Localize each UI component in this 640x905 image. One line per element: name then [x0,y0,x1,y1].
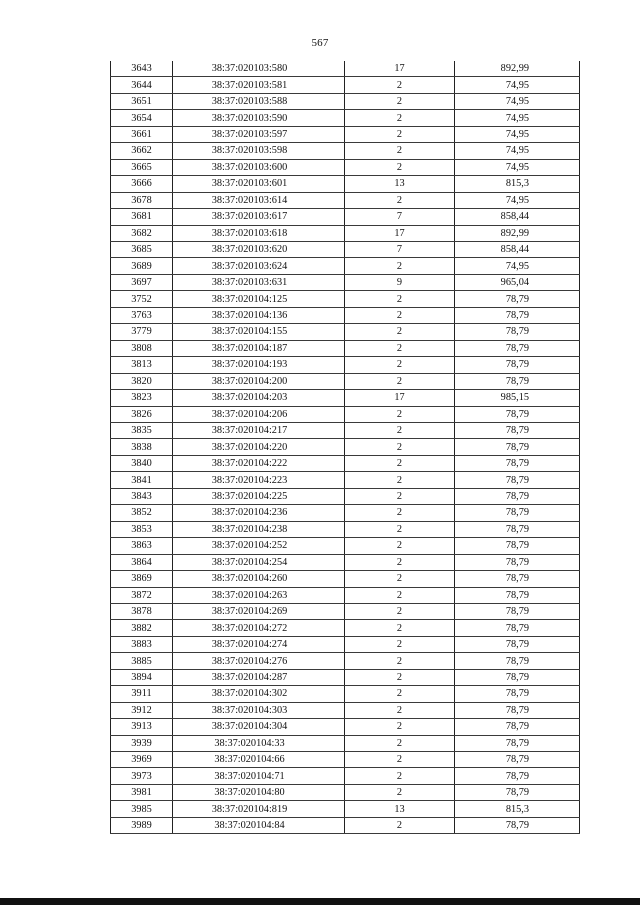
value-cell: 74,95 [455,159,580,175]
cadastral-number-cell: 38:37:020104:33 [173,735,345,751]
count-cell: 2 [345,406,455,422]
table-row [111,702,580,718]
cadastral-number-cell: 38:37:020104:274 [173,636,345,652]
table-row [111,373,580,389]
table-row [111,686,580,702]
table-row [111,77,580,93]
count-cell: 2 [345,373,455,389]
cadastral-number-cell: 38:37:020104:193 [173,357,345,373]
row-number-cell: 3843 [111,488,173,504]
row-number-cell: 3779 [111,324,173,340]
cadastral-number-cell: 38:37:020104:220 [173,439,345,455]
table-row [111,357,580,373]
row-number-cell: 3685 [111,241,173,257]
count-cell: 17 [345,225,455,241]
table-body [111,61,580,834]
table-row [111,620,580,636]
table-row [111,390,580,406]
table-row [111,636,580,652]
row-number-cell: 3883 [111,636,173,652]
count-cell: 2 [345,324,455,340]
row-number-cell: 3863 [111,538,173,554]
table-row [111,225,580,241]
table-row [111,554,580,570]
value-cell: 78,79 [455,439,580,455]
count-cell: 2 [345,340,455,356]
count-cell: 2 [345,126,455,142]
cadastral-number-cell: 38:37:020104:217 [173,422,345,438]
row-number-cell: 3681 [111,209,173,225]
value-cell: 78,79 [455,422,580,438]
row-number-cell: 3911 [111,686,173,702]
value-cell: 78,79 [455,554,580,570]
value-cell: 78,79 [455,735,580,751]
cadastral-number-cell: 38:37:020103:581 [173,77,345,93]
row-number-cell: 3666 [111,176,173,192]
cadastral-number-cell: 38:37:020103:614 [173,192,345,208]
row-number-cell: 3853 [111,521,173,537]
table-row [111,274,580,290]
count-cell: 2 [345,538,455,554]
cadastral-number-cell: 38:37:020104:272 [173,620,345,636]
value-cell: 74,95 [455,143,580,159]
row-number-cell: 3989 [111,817,173,833]
count-cell: 2 [345,603,455,619]
count-cell: 2 [345,571,455,587]
count-cell: 2 [345,192,455,208]
value-cell: 78,79 [455,324,580,340]
row-number-cell: 3913 [111,719,173,735]
cadastral-number-cell: 38:37:020104:71 [173,768,345,784]
count-cell: 2 [345,93,455,109]
count-cell: 2 [345,143,455,159]
cadastral-number-cell: 38:37:020103:590 [173,110,345,126]
value-cell: 78,79 [455,752,580,768]
table-row [111,241,580,257]
table-row [111,110,580,126]
value-cell: 985,15 [455,390,580,406]
row-number-cell: 3644 [111,77,173,93]
count-cell: 2 [345,159,455,175]
cadastral-number-cell: 38:37:020103:588 [173,93,345,109]
cadastral-number-cell: 38:37:020104:269 [173,603,345,619]
value-cell: 74,95 [455,93,580,109]
row-number-cell: 3969 [111,752,173,768]
row-number-cell: 3981 [111,784,173,800]
cadastral-number-cell: 38:37:020104:80 [173,784,345,800]
count-cell: 2 [345,768,455,784]
table-row [111,817,580,833]
value-cell: 78,79 [455,603,580,619]
count-cell: 2 [345,669,455,685]
count-cell: 2 [345,291,455,307]
count-cell: 13 [345,801,455,817]
count-cell: 2 [345,258,455,274]
cadastral-number-cell: 38:37:020103:600 [173,159,345,175]
count-cell: 2 [345,488,455,504]
row-number-cell: 3878 [111,603,173,619]
value-cell: 815,3 [455,176,580,192]
table-row [111,455,580,471]
value-cell: 78,79 [455,472,580,488]
row-number-cell: 3852 [111,505,173,521]
value-cell: 78,79 [455,571,580,587]
page-number: 567 [311,37,329,49]
value-cell: 78,79 [455,587,580,603]
value-cell: 858,44 [455,241,580,257]
row-number-cell: 3885 [111,653,173,669]
table-row [111,61,580,77]
row-number-cell: 3813 [111,357,173,373]
row-number-cell: 3643 [111,61,173,77]
row-number-cell: 3678 [111,192,173,208]
value-cell: 78,79 [455,620,580,636]
cadastral-number-cell: 38:37:020103:598 [173,143,345,159]
cadastral-number-cell: 38:37:020104:252 [173,538,345,554]
value-cell: 78,79 [455,702,580,718]
count-cell: 7 [345,209,455,225]
count-cell: 2 [345,587,455,603]
row-number-cell: 3973 [111,768,173,784]
cadastral-number-cell: 38:37:020104:200 [173,373,345,389]
count-cell: 2 [345,620,455,636]
count-cell: 2 [345,439,455,455]
cadastral-number-cell: 38:37:020104:304 [173,719,345,735]
count-cell: 2 [345,455,455,471]
table-row [111,340,580,356]
count-cell: 2 [345,735,455,751]
row-number-cell: 3654 [111,110,173,126]
row-number-cell: 3661 [111,126,173,142]
value-cell: 78,79 [455,521,580,537]
cadastral-number-cell: 38:37:020104:276 [173,653,345,669]
value-cell: 78,79 [455,488,580,504]
cadastral-number-cell: 38:37:020104:260 [173,571,345,587]
count-cell: 2 [345,686,455,702]
value-cell: 78,79 [455,669,580,685]
cadastral-table-container [110,61,579,834]
value-cell: 74,95 [455,110,580,126]
table-row [111,472,580,488]
value-cell: 78,79 [455,357,580,373]
row-number-cell: 3662 [111,143,173,159]
row-number-cell: 3665 [111,159,173,175]
count-cell: 2 [345,554,455,570]
cadastral-number-cell: 38:37:020104:222 [173,455,345,471]
row-number-cell: 3808 [111,340,173,356]
cadastral-number-cell: 38:37:020104:254 [173,554,345,570]
count-cell: 2 [345,784,455,800]
value-cell: 78,79 [455,768,580,784]
cadastral-number-cell: 38:37:020104:819 [173,801,345,817]
count-cell: 2 [345,77,455,93]
table-row [111,768,580,784]
table-row [111,784,580,800]
value-cell: 965,04 [455,274,580,290]
value-cell: 892,99 [455,61,580,77]
cadastral-number-cell: 38:37:020103:597 [173,126,345,142]
row-number-cell: 3682 [111,225,173,241]
row-number-cell: 3894 [111,669,173,685]
table-row [111,176,580,192]
cadastral-number-cell: 38:37:020104:203 [173,390,345,406]
row-number-cell: 3841 [111,472,173,488]
count-cell: 7 [345,241,455,257]
table-row [111,192,580,208]
cadastral-number-cell: 38:37:020103:580 [173,61,345,77]
cadastral-number-cell: 38:37:020103:601 [173,176,345,192]
cadastral-number-cell: 38:37:020104:155 [173,324,345,340]
count-cell: 2 [345,505,455,521]
value-cell: 892,99 [455,225,580,241]
count-cell: 2 [345,110,455,126]
value-cell: 78,79 [455,340,580,356]
value-cell: 78,79 [455,653,580,669]
value-cell: 78,79 [455,817,580,833]
cadastral-number-cell: 38:37:020104:302 [173,686,345,702]
count-cell: 2 [345,422,455,438]
row-number-cell: 3912 [111,702,173,718]
table-row [111,126,580,142]
count-cell: 2 [345,817,455,833]
count-cell: 17 [345,61,455,77]
row-number-cell: 3882 [111,620,173,636]
cadastral-number-cell: 38:37:020104:66 [173,752,345,768]
table-row [111,159,580,175]
count-cell: 2 [345,307,455,323]
value-cell: 78,79 [455,307,580,323]
row-number-cell: 3826 [111,406,173,422]
value-cell: 78,79 [455,686,580,702]
row-number-cell: 3752 [111,291,173,307]
count-cell: 2 [345,702,455,718]
table-row [111,505,580,521]
table-row [111,669,580,685]
count-cell: 2 [345,719,455,735]
count-cell: 2 [345,472,455,488]
value-cell: 78,79 [455,538,580,554]
value-cell: 74,95 [455,258,580,274]
cadastral-number-cell: 38:37:020103:624 [173,258,345,274]
value-cell: 78,79 [455,719,580,735]
row-number-cell: 3939 [111,735,173,751]
cadastral-number-cell: 38:37:020104:125 [173,291,345,307]
row-number-cell: 3823 [111,390,173,406]
value-cell: 78,79 [455,373,580,389]
cadastral-number-cell: 38:37:020103:618 [173,225,345,241]
cadastral-number-cell: 38:37:020104:187 [173,340,345,356]
cadastral-number-cell: 38:37:020104:263 [173,587,345,603]
row-number-cell: 3840 [111,455,173,471]
table-row [111,143,580,159]
table-row [111,752,580,768]
row-number-cell: 3697 [111,274,173,290]
table-row [111,735,580,751]
table-row [111,324,580,340]
row-number-cell: 3985 [111,801,173,817]
value-cell: 74,95 [455,192,580,208]
value-cell: 858,44 [455,209,580,225]
value-cell: 78,79 [455,505,580,521]
cadastral-number-cell: 38:37:020104:84 [173,817,345,833]
table-row [111,488,580,504]
cadastral-number-cell: 38:37:020104:225 [173,488,345,504]
count-cell: 2 [345,357,455,373]
table-row [111,571,580,587]
row-number-cell: 3835 [111,422,173,438]
value-cell: 815,3 [455,801,580,817]
value-cell: 78,79 [455,406,580,422]
table-row [111,521,580,537]
cadastral-table [110,61,580,834]
row-number-cell: 3864 [111,554,173,570]
table-row [111,406,580,422]
count-cell: 17 [345,390,455,406]
count-cell: 2 [345,752,455,768]
count-cell: 13 [345,176,455,192]
value-cell: 74,95 [455,126,580,142]
cadastral-number-cell: 38:37:020104:287 [173,669,345,685]
row-number-cell: 3651 [111,93,173,109]
table-row [111,801,580,817]
table-row [111,653,580,669]
count-cell: 2 [345,653,455,669]
cadastral-number-cell: 38:37:020103:620 [173,241,345,257]
table-row [111,439,580,455]
value-cell: 78,79 [455,784,580,800]
table-row [111,93,580,109]
cadastral-number-cell: 38:37:020103:631 [173,274,345,290]
cadastral-number-cell: 38:37:020104:223 [173,472,345,488]
cadastral-number-cell: 38:37:020103:617 [173,209,345,225]
table-row [111,587,580,603]
value-cell: 78,79 [455,455,580,471]
value-cell: 74,95 [455,77,580,93]
table-row [111,291,580,307]
table-row [111,719,580,735]
cadastral-number-cell: 38:37:020104:303 [173,702,345,718]
count-cell: 9 [345,274,455,290]
cadastral-number-cell: 38:37:020104:238 [173,521,345,537]
table-row [111,209,580,225]
row-number-cell: 3763 [111,307,173,323]
row-number-cell: 3869 [111,571,173,587]
scan-bottom-edge [0,898,640,905]
value-cell: 78,79 [455,636,580,652]
value-cell: 78,79 [455,291,580,307]
table-row [111,538,580,554]
cadastral-number-cell: 38:37:020104:136 [173,307,345,323]
row-number-cell: 3872 [111,587,173,603]
table-row [111,422,580,438]
table-row [111,258,580,274]
cadastral-number-cell: 38:37:020104:206 [173,406,345,422]
table-row [111,603,580,619]
row-number-cell: 3820 [111,373,173,389]
count-cell: 2 [345,636,455,652]
row-number-cell: 3689 [111,258,173,274]
cadastral-number-cell: 38:37:020104:236 [173,505,345,521]
row-number-cell: 3838 [111,439,173,455]
table-row [111,307,580,323]
count-cell: 2 [345,521,455,537]
